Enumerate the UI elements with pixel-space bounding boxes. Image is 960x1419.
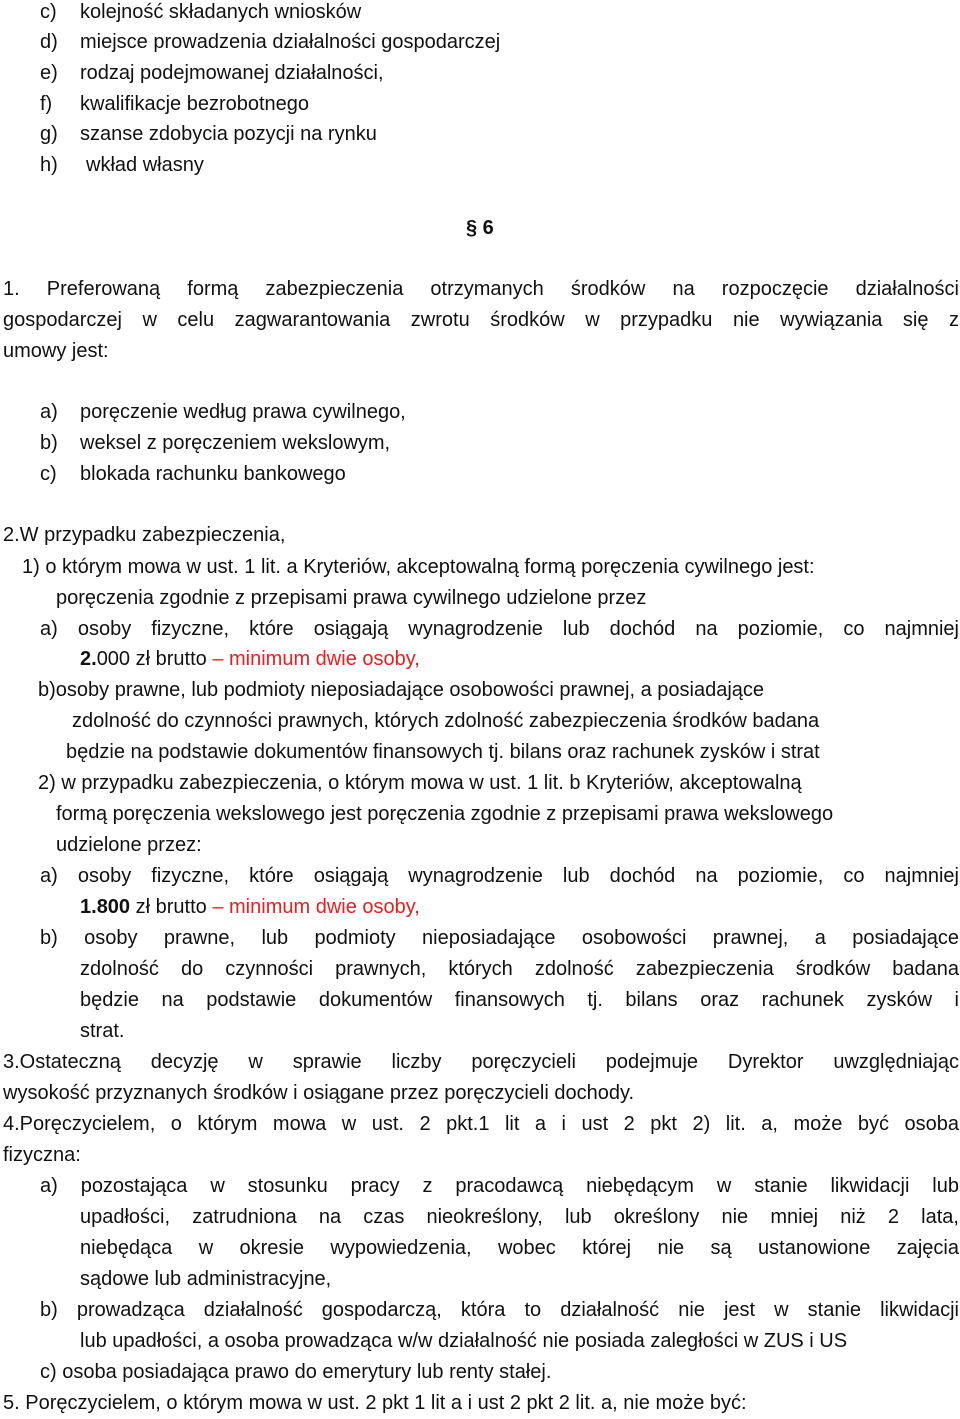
paragraph-line: b) prowadząca działalność gospodarczą, która to działalność nie jest w stanie likwidacji (40, 1299, 959, 1321)
list-item-marker: c) (40, 463, 57, 485)
amount-bold: 1. (80, 896, 97, 918)
paragraph-line: b)osoby prawne, lub podmioty nieposiadające osobowości prawnej, a posiadające (38, 679, 765, 701)
amount-text: zł brutto (135, 896, 207, 918)
paragraph-line: będzie na podstawie dokumentów finansowych tj. bilans oraz rachunek zysków i strat (66, 741, 820, 763)
paragraph-line: zdolność do czynności prawnych, których zdolność zabezpieczenia środków badana (72, 710, 820, 732)
paragraph-line: udzielone przez: (56, 834, 202, 856)
section-heading: § 6 (466, 217, 494, 239)
list-item-text: kwalifikacje bezrobotnego (80, 93, 310, 115)
paragraph-line: 1. Preferowaną formą zabezpieczenia otrzymanych środków na rozpoczęcie działalności (3, 278, 959, 300)
paragraph-line: wysokość przyznanych środków i osiągane przez poręczycieli dochody. (3, 1082, 635, 1104)
paragraph-line: 1) o którym mowa w ust. 1 lit. a Kryteriów, akceptowalną formą poręczenia cywilnego jest: (22, 556, 815, 578)
paragraph-line: 3.Ostateczną decyzję w sprawie liczby poręczycieli podejmuje Dyrektor uwzględniając (3, 1051, 959, 1073)
paragraph-line: lub upadłości, a osoba prowadząca w/w działalność nie posiada zaległości w ZUS i US (80, 1330, 848, 1352)
paragraph-line: fizyczna: (3, 1144, 81, 1166)
paragraph-line: a) pozostająca w stosunku pracy z pracodawcą niebędącym w stanie likwidacji lub (40, 1175, 959, 1197)
list-item-text: miejsce prowadzenia działalności gospodarczej (80, 31, 501, 53)
list-item-marker: c) (40, 1, 57, 23)
amount-text: 000 zł brutto (96, 648, 207, 670)
list-item-marker: b) (40, 432, 58, 454)
list-item-text: poręczenie według prawa cywilnego, (80, 401, 406, 423)
list-item-marker: f) (40, 93, 53, 115)
paragraph-line: formą poręczenia wekslowego jest poręczenia zgodnie z przepisami prawa wekslowego (56, 803, 834, 825)
list-item-marker: a) (40, 401, 58, 423)
paragraph-line: gospodarczej w celu zagwarantowania zwrotu środków w przypadku nie wywiązania się z (3, 309, 959, 331)
list-item-marker: d) (40, 31, 58, 53)
paragraph-line: 4.Poręczycielem, o którym mowa w ust. 2 pkt.1 lit a i ust 2 pkt 2) lit. a, może być osoba (3, 1113, 959, 1135)
paragraph-line: niebędąca w okresie wypowiedzenia, wobec której nie są ustanowione zajęcia (80, 1237, 959, 1259)
amount-bold: 2. (80, 648, 97, 670)
paragraph-line: a) osoby fizyczne, które osiągają wynagrodzenie lub dochód na poziomie, co najmniej (40, 865, 959, 887)
paragraph-line: a) osoby fizyczne, które osiągają wynagrodzenie lub dochód na poziomie, co najmniej (40, 618, 959, 640)
paragraph-line: sądowe lub administracyjne, (80, 1268, 332, 1290)
minimum-note: – minimum dwie osoby, (212, 896, 420, 918)
amount-bold: 800 (96, 896, 131, 918)
paragraph-line: 5. Poręczycielem, o którym mowa w ust. 2 pkt 1 lit a i ust 2 pkt 2 lit. a, nie może być: (3, 1392, 747, 1414)
list-item-marker: h) (40, 154, 58, 176)
amount-line (80, 892, 420, 923)
paragraph-line: zdolność do czynności prawnych, których zdolność zabezpieczenia środków badana (80, 958, 959, 980)
list-item-text: rodzaj podejmowanej działalności, (80, 62, 384, 84)
paragraph-line: poręczenia zgodnie z przepisami prawa cywilnego udzielone przez (56, 587, 647, 609)
list-item-text: weksel z poręczeniem wekslowym, (80, 432, 391, 454)
paragraph-line: upadłości, zatrudniona na czas nieokreślony, lub określony nie mniej niż 2 lata, (80, 1206, 959, 1228)
paragraph-line: b) osoby prawne, lub podmioty nieposiadające osobowości prawnej, a posiadające (40, 927, 959, 949)
paragraph-line: umowy jest: (3, 340, 109, 362)
list-item-text: kolejność składanych wniosków (80, 1, 362, 23)
paragraph-line: 2) w przypadku zabezpieczenia, o którym mowa w ust. 1 lit. b Kryteriów, akceptowalną (38, 772, 802, 794)
list-item-text: wkład własny (86, 154, 204, 176)
paragraph-line: będzie na podstawie dokumentów finansowych tj. bilans oraz rachunek zysków i (80, 989, 959, 1011)
amount-line (80, 644, 420, 675)
list-item-marker: g) (40, 123, 58, 145)
paragraph-line: strat. (80, 1020, 125, 1042)
paragraph-line: c) osoba posiadająca prawo do emerytury lub renty stałej. (40, 1361, 552, 1383)
list-item-marker: e) (40, 62, 58, 84)
minimum-note: – minimum dwie osoby, (212, 648, 420, 670)
list-item-text: blokada rachunku bankowego (80, 463, 346, 485)
list-item-text: szanse zdobycia pozycji na rynku (80, 123, 377, 145)
paragraph-line: 2.W przypadku zabezpieczenia, (3, 524, 286, 546)
